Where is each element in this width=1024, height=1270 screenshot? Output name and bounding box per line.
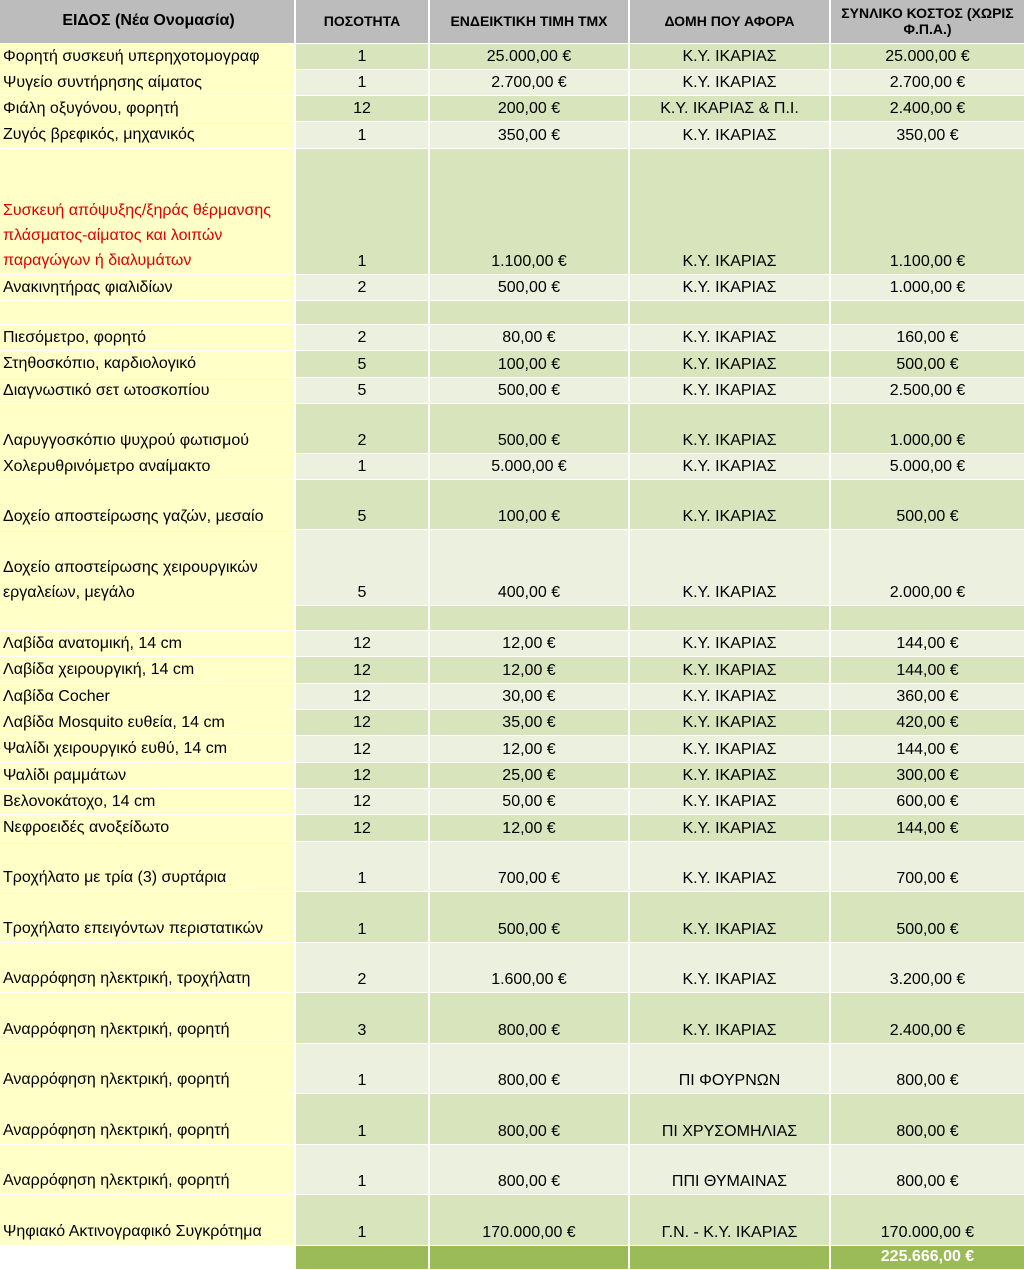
- quantity-cell: 2: [295, 324, 429, 350]
- grand-total-spacer: [629, 1245, 830, 1269]
- facility-cell: Κ.Υ. ΙΚΑΡΙΑΣ: [629, 351, 830, 377]
- facility-cell: Κ.Υ. ΙΚΑΡΙΑΣ: [629, 453, 830, 479]
- table-row: [0, 1144, 1024, 1194]
- quantity-cell: 5: [295, 480, 429, 530]
- header-quantity: ΠΟΣΟΤΗΤΑ: [295, 0, 429, 43]
- facility-cell: Κ.Υ. ΙΚΑΡΙΑΣ: [629, 43, 830, 69]
- facility-cell: [629, 300, 830, 324]
- table-row: [0, 657, 1024, 683]
- item-cell: Ανακινητήρας φιαλιδίων: [0, 274, 295, 300]
- facility-cell: Κ.Υ. ΙΚΑΡΙΑΣ: [629, 403, 830, 453]
- total-cost-cell: 500,00 €: [830, 891, 1024, 942]
- item-cell: Συσκευή απόψυξης/ξηράς θέρμανσης πλάσματος-αίματος και λοιπών παραγώγων ή διαλυμάτων: [0, 148, 295, 274]
- total-cost-cell: 1.100,00 €: [830, 148, 1024, 274]
- total-cost-cell: 800,00 €: [830, 1144, 1024, 1194]
- facility-cell: ΠΠΙ ΘΥΜΑΙΝΑΣ: [629, 1144, 830, 1194]
- facility-cell: Κ.Υ. ΙΚΑΡΙΑΣ: [629, 736, 830, 762]
- header-facility: ΔΟΜΗ ΠΟΥ ΑΦΟΡΑ: [629, 0, 830, 43]
- unit-price-cell: 800,00 €: [429, 1144, 629, 1194]
- item-cell: Λαβίδα ανατομική, 14 cm: [0, 631, 295, 657]
- total-cost-cell: 3.200,00 €: [830, 942, 1024, 992]
- unit-price-cell: 200,00 €: [429, 96, 629, 122]
- unit-price-cell: 30,00 €: [429, 683, 629, 709]
- total-cost-cell: 500,00 €: [830, 351, 1024, 377]
- facility-cell: Κ.Υ. ΙΚΑΡΙΑΣ: [629, 815, 830, 841]
- item-cell: Στηθοσκόπιο, καρδιολογικό: [0, 351, 295, 377]
- item-cell: Δοχείο αποστείρωσης γαζών, μεσαίο: [0, 480, 295, 530]
- table-row: [0, 631, 1024, 657]
- facility-cell: Κ.Υ. ΙΚΑΡΙΑΣ: [629, 530, 830, 606]
- total-cost-cell: [830, 606, 1024, 631]
- unit-price-cell: [429, 606, 629, 631]
- total-cost-cell: 144,00 €: [830, 736, 1024, 762]
- quantity-cell: 3: [295, 992, 429, 1043]
- table-row: [0, 1093, 1024, 1144]
- facility-cell: ΠΙ ΦΟΥΡΝΩΝ: [629, 1043, 830, 1093]
- quantity-cell: 1: [295, 891, 429, 942]
- facility-cell: Κ.Υ. ΙΚΑΡΙΑΣ & Π.Ι.: [629, 96, 830, 122]
- item-cell: Αναρρόφηση ηλεκτρική, φορητή: [0, 1144, 295, 1194]
- facility-cell: Κ.Υ. ΙΚΑΡΙΑΣ: [629, 480, 830, 530]
- unit-price-cell: 800,00 €: [429, 992, 629, 1043]
- item-cell: Νεφροειδές ανοξείδωτο: [0, 815, 295, 841]
- total-cost-cell: 160,00 €: [830, 324, 1024, 350]
- quantity-cell: 1: [295, 69, 429, 95]
- unit-price-cell: 400,00 €: [429, 530, 629, 606]
- facility-cell: Κ.Υ. ΙΚΑΡΙΑΣ: [629, 377, 830, 403]
- grand-total-spacer: [429, 1245, 629, 1269]
- table-row: [0, 377, 1024, 403]
- item-cell: Αναρρόφηση ηλεκτρική, φορητή: [0, 992, 295, 1043]
- quantity-cell: 1: [295, 1043, 429, 1093]
- quantity-cell: 2: [295, 274, 429, 300]
- item-cell: [0, 606, 295, 631]
- unit-price-cell: 1.100,00 €: [429, 148, 629, 274]
- facility-cell: Κ.Υ. ΙΚΑΡΙΑΣ: [629, 657, 830, 683]
- quantity-cell: 2: [295, 403, 429, 453]
- facility-cell: Κ.Υ. ΙΚΑΡΙΑΣ: [629, 69, 830, 95]
- table-row: [0, 324, 1024, 350]
- item-cell: Αναρρόφηση ηλεκτρική, τροχήλατη: [0, 942, 295, 992]
- quantity-cell: 12: [295, 683, 429, 709]
- quantity-cell: 1: [295, 1194, 429, 1245]
- item-cell: Τροχήλατο επειγόντων περιστατικών: [0, 891, 295, 942]
- total-cost-cell: 170.000,00 €: [830, 1194, 1024, 1245]
- quantity-cell: 12: [295, 710, 429, 736]
- quantity-cell: 5: [295, 377, 429, 403]
- unit-price-cell: 800,00 €: [429, 1043, 629, 1093]
- total-cost-cell: 700,00 €: [830, 841, 1024, 891]
- facility-cell: Κ.Υ. ΙΚΑΡΙΑΣ: [629, 891, 830, 942]
- quantity-cell: 12: [295, 96, 429, 122]
- item-cell: Δοχείο αποστείρωσης χειρουργικών εργαλείων, μεγάλο: [0, 530, 295, 606]
- unit-price-cell: 800,00 €: [429, 1093, 629, 1144]
- quantity-cell: 1: [295, 841, 429, 891]
- table-row: [0, 891, 1024, 942]
- item-cell: Φορητή συσκευή υπερηχοτομογραφ: [0, 43, 295, 69]
- item-cell: Διαγνωστικό σετ ωτοσκοπίου: [0, 377, 295, 403]
- quantity-cell: 5: [295, 530, 429, 606]
- table-row: [0, 274, 1024, 300]
- table-row: [0, 69, 1024, 95]
- table-row: [0, 1194, 1024, 1245]
- header-item: ΕΙΔΟΣ (Νέα Ονομασία): [0, 0, 295, 43]
- table-row: [0, 788, 1024, 814]
- total-cost-cell: 300,00 €: [830, 762, 1024, 788]
- table-row: [0, 148, 1024, 274]
- total-cost-cell: [830, 300, 1024, 324]
- item-cell: Λαβίδα χειρουργική, 14 cm: [0, 657, 295, 683]
- facility-cell: Κ.Υ. ΙΚΑΡΙΑΣ: [629, 788, 830, 814]
- quantity-cell: 1: [295, 1144, 429, 1194]
- item-cell: Πιεσόμετρο, φορητό: [0, 324, 295, 350]
- quantity-cell: 2: [295, 942, 429, 992]
- quantity-cell: [295, 606, 429, 631]
- total-cost-cell: 500,00 €: [830, 480, 1024, 530]
- item-cell: Λαβίδα Cocher: [0, 683, 295, 709]
- unit-price-cell: 25.000,00 €: [429, 43, 629, 69]
- table-row: [0, 403, 1024, 453]
- unit-price-cell: 500,00 €: [429, 377, 629, 403]
- item-cell: Ψυγείο συντήρησης αίματος: [0, 69, 295, 95]
- unit-price-cell: 80,00 €: [429, 324, 629, 350]
- quantity-cell: 12: [295, 815, 429, 841]
- facility-cell: Κ.Υ. ΙΚΑΡΙΑΣ: [629, 841, 830, 891]
- quantity-cell: 1: [295, 122, 429, 148]
- table-row: [0, 351, 1024, 377]
- unit-price-cell: 12,00 €: [429, 815, 629, 841]
- unit-price-cell: 50,00 €: [429, 788, 629, 814]
- facility-cell: Κ.Υ. ΙΚΑΡΙΑΣ: [629, 683, 830, 709]
- table-row: [0, 710, 1024, 736]
- unit-price-cell: 12,00 €: [429, 736, 629, 762]
- unit-price-cell: [429, 300, 629, 324]
- facility-cell: Κ.Υ. ΙΚΑΡΙΑΣ: [629, 631, 830, 657]
- total-cost-cell: 350,00 €: [830, 122, 1024, 148]
- total-cost-cell: 800,00 €: [830, 1093, 1024, 1144]
- facility-cell: Κ.Υ. ΙΚΑΡΙΑΣ: [629, 762, 830, 788]
- total-cost-cell: 144,00 €: [830, 631, 1024, 657]
- unit-price-cell: 25,00 €: [429, 762, 629, 788]
- total-cost-cell: 5.000,00 €: [830, 453, 1024, 479]
- facility-cell: ΠΙ ΧΡΥΣΟΜΗΛΙΑΣ: [629, 1093, 830, 1144]
- header-row: [0, 0, 1024, 43]
- total-cost-cell: 144,00 €: [830, 657, 1024, 683]
- total-cost-cell: 144,00 €: [830, 815, 1024, 841]
- total-cost-cell: 2.400,00 €: [830, 96, 1024, 122]
- table-row: [0, 122, 1024, 148]
- table-row: [0, 683, 1024, 709]
- header-unit-price: ΕΝΔΕΙΚΤΙΚΗ ΤΙΜΗ ΤΜΧ: [429, 0, 629, 43]
- item-cell: Ψηφιακό Ακτινογραφικό Συγκρότημα: [0, 1194, 295, 1245]
- total-cost-cell: 600,00 €: [830, 788, 1024, 814]
- unit-price-cell: 12,00 €: [429, 631, 629, 657]
- total-cost-cell: 2.500,00 €: [830, 377, 1024, 403]
- unit-price-cell: 170.000,00 €: [429, 1194, 629, 1245]
- total-cost-cell: 1.000,00 €: [830, 403, 1024, 453]
- unit-price-cell: 700,00 €: [429, 841, 629, 891]
- item-cell: Ψαλίδι χειρουργικό ευθύ, 14 cm: [0, 736, 295, 762]
- unit-price-cell: 12,00 €: [429, 657, 629, 683]
- unit-price-cell: 35,00 €: [429, 710, 629, 736]
- quantity-cell: 1: [295, 148, 429, 274]
- quantity-cell: [295, 300, 429, 324]
- facility-cell: Κ.Υ. ΙΚΑΡΙΑΣ: [629, 122, 830, 148]
- total-cost-cell: 1.000,00 €: [830, 274, 1024, 300]
- quantity-cell: 12: [295, 631, 429, 657]
- total-cost-cell: 2.400,00 €: [830, 992, 1024, 1043]
- quantity-cell: 1: [295, 1093, 429, 1144]
- item-cell: Λαρυγγοσκόπιο ψυχρού φωτισμού: [0, 403, 295, 453]
- facility-cell: Γ.Ν. - Κ.Υ. ΙΚΑΡΙΑΣ: [629, 1194, 830, 1245]
- unit-price-cell: 100,00 €: [429, 351, 629, 377]
- table-row: [0, 942, 1024, 992]
- table-row: [0, 762, 1024, 788]
- quantity-cell: 12: [295, 736, 429, 762]
- table-row: [0, 480, 1024, 530]
- unit-price-cell: 350,00 €: [429, 122, 629, 148]
- unit-price-cell: 500,00 €: [429, 274, 629, 300]
- table-row: [0, 815, 1024, 841]
- total-cost-cell: 800,00 €: [830, 1043, 1024, 1093]
- table-row: [0, 606, 1024, 631]
- table-row: [0, 736, 1024, 762]
- item-cell: Αναρρόφηση ηλεκτρική, φορητή: [0, 1093, 295, 1144]
- facility-cell: [629, 606, 830, 631]
- unit-price-cell: 500,00 €: [429, 403, 629, 453]
- table-row: [0, 1043, 1024, 1093]
- table-row: [0, 530, 1024, 606]
- table-row: [0, 96, 1024, 122]
- facility-cell: Κ.Υ. ΙΚΑΡΙΑΣ: [629, 148, 830, 274]
- table-row: [0, 300, 1024, 324]
- grand-total-value: 225.666,00 €: [830, 1245, 1024, 1269]
- item-cell: Βελονοκάτοχο, 14 cm: [0, 788, 295, 814]
- table-row: [0, 841, 1024, 891]
- grand-total-spacer: [295, 1245, 429, 1269]
- quantity-cell: 5: [295, 351, 429, 377]
- grand-total-spacer: [0, 1245, 295, 1269]
- item-cell: Ψαλίδι ραμμάτων: [0, 762, 295, 788]
- quantity-cell: 1: [295, 453, 429, 479]
- item-cell: [0, 300, 295, 324]
- facility-cell: Κ.Υ. ΙΚΑΡΙΑΣ: [629, 324, 830, 350]
- table-row: [0, 43, 1024, 69]
- facility-cell: Κ.Υ. ΙΚΑΡΙΑΣ: [629, 992, 830, 1043]
- unit-price-cell: 1.600,00 €: [429, 942, 629, 992]
- facility-cell: Κ.Υ. ΙΚΑΡΙΑΣ: [629, 274, 830, 300]
- item-cell: Ζυγός βρεφικός, μηχανικός: [0, 122, 295, 148]
- unit-price-cell: 2.700,00 €: [429, 69, 629, 95]
- quantity-cell: 12: [295, 762, 429, 788]
- total-cost-cell: 2.000,00 €: [830, 530, 1024, 606]
- header-total-cost: [830, 0, 1024, 43]
- quantity-cell: 1: [295, 43, 429, 69]
- facility-cell: Κ.Υ. ΙΚΑΡΙΑΣ: [629, 710, 830, 736]
- facility-cell: Κ.Υ. ΙΚΑΡΙΑΣ: [629, 942, 830, 992]
- table-row: [0, 992, 1024, 1043]
- unit-price-cell: 100,00 €: [429, 480, 629, 530]
- total-cost-cell: 25.000,00 €: [830, 43, 1024, 69]
- table-row: [0, 453, 1024, 479]
- item-cell: Τροχήλατο με τρία (3) συρτάρια: [0, 841, 295, 891]
- item-cell: Αναρρόφηση ηλεκτρική, φορητή: [0, 1043, 295, 1093]
- quantity-cell: 12: [295, 657, 429, 683]
- header-total-cost-label: ΣΥΝΛΙΚΟ ΚΟΣΤΟΣ (ΧΩΡΙΣ Φ.Π.Α.): [841, 5, 1014, 38]
- total-cost-cell: 420,00 €: [830, 710, 1024, 736]
- grand-total-row: [0, 1245, 1024, 1269]
- quantity-cell: 12: [295, 788, 429, 814]
- item-cell: Χολερυθρινόμετρο αναίμακτο: [0, 453, 295, 479]
- unit-price-cell: 500,00 €: [429, 891, 629, 942]
- unit-price-cell: 5.000,00 €: [429, 453, 629, 479]
- total-cost-cell: 2.700,00 €: [830, 69, 1024, 95]
- total-cost-cell: 360,00 €: [830, 683, 1024, 709]
- item-cell: Λαβίδα Mosquito ευθεία, 14 cm: [0, 710, 295, 736]
- item-cell: Φιάλη οξυγόνου, φορητή: [0, 96, 295, 122]
